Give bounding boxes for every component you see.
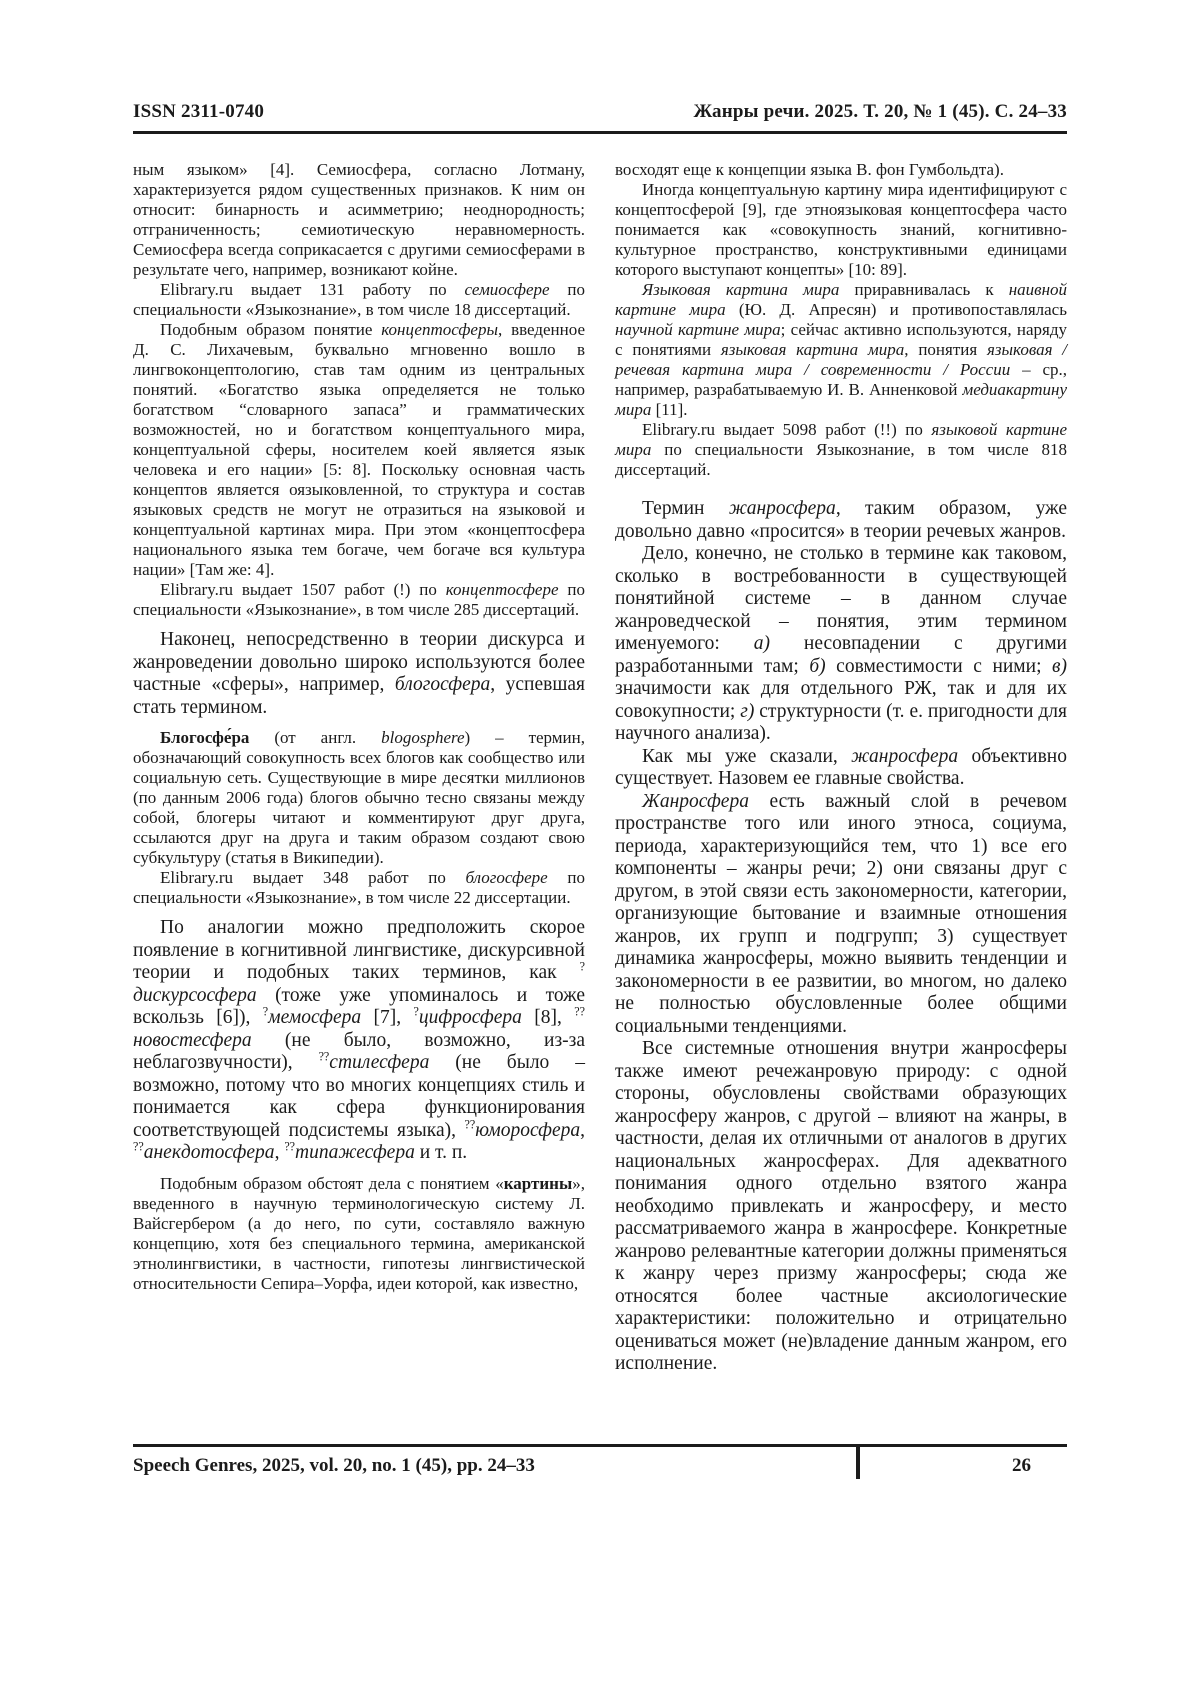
text-run: ; сейчас активно используются, наряду с понятиями [615,320,1067,359]
text-run: Термин [642,498,729,519]
text-run: дискурсосфера [133,984,257,1006]
text-run: жанросфера [851,745,959,767]
text-run: Иногда концептуальную картину мира идентифицируют с концептосферой [9], где этноязыковая концептосфера часто понимается как «совокупность знаний, когнитивно-культурное пространство, конструктивными единицами которого выступают концепты» [10: 89]. [615,180,1067,279]
text-run: объективно существует. Назовем ее главные свойства. [615,745,1067,789]
text-run: в) [1052,655,1068,677]
text-run: по специальности «Языкознание», в том числе 18 диссертаций. [133,280,585,319]
text-run: стилесфера [329,1052,430,1073]
paragraph [615,543,1067,746]
text-run: и т. п. [414,1142,468,1163]
text-run: концептосферы [381,320,498,339]
text-run: Elibrary.ru выдает 5098 работ (!!) по [642,420,932,439]
text-run: , введенное Д. С. Лихачевым, буквально мгновенно вошло в лингвоконцептологию, став там одним из центральных понятий. «Богатство языка определяется не только богатством “словарного запаса” и грамматических возможностей, но и богатством концептуального мира, концептуальной сферы, носителем коей является язык человека и его нации» [5: 8]. Поскольку основная часть концептов является оязыковленной, то структура и состав языковых средств не могут не отразиться на языковой и концептуальной картинах мира. При этом «концептосфера национального языка тем богаче, чем богаче вся культура нации» [Там же: 4]. [133,320,586,579]
text-run: ?? [133,1139,144,1154]
paragraph [615,180,1067,280]
text-run: , понятия [904,340,987,359]
text-run: значимости как для отдельного РЖ, так и для их совокупности; [615,678,1067,722]
text-run: есть важный слой в речевом пространстве того или иного этноса, социума, периода, характеризующийся тем, что 1) все его компоненты – жанры речи; 2) они связаны друг с другом, в этой связи есть закономерности, категории, организующие бытование и взаимные отношения жанров, их групп и подгрупп; 3) существует динамика жанросферы, можно выявить тенденции и закономерности в ее развитии, во многом, но далеко не полностью обусловленные более общими социальными тенденциями. [615,790,1067,1037]
text-run: приравнивалась к [839,280,1009,299]
text-run: , [580,1119,585,1141]
text-run: ? [579,959,585,974]
text-run: новостесфера [133,1029,252,1051]
text-run: картины [503,1173,573,1193]
paragraph [133,629,585,719]
text-run: блогосфере [465,868,548,887]
text-run: (тоже уже упоминалось и тоже вскользь [6]), [133,984,585,1028]
text-run: , [274,1142,285,1163]
text-run: (Ю. Д. Апресян) и противопоставлялась [725,300,1067,319]
text-run: Подобным образом понятие [160,320,382,339]
text-run: по специальности «Языкознание», в том числе 285 диссертаций. [133,580,585,619]
text-run: [7], [361,1007,414,1028]
article-body [133,160,1067,1376]
paragraph [133,580,585,620]
text-run: Elibrary.ru выдает 131 работу по [160,280,465,299]
text-run: (не было, возможно, из-за неблагозвучности), [133,1029,585,1073]
paragraph [615,420,1067,480]
text-run: blogosphere [381,728,465,747]
text-run: медиакартину мира [615,380,1067,419]
text-run: , успевшая стать термином. [133,674,585,718]
text-run: (от англ. [249,728,382,747]
footer-separator-bar [856,1444,860,1479]
text-run: Как мы уже сказали, [642,745,852,767]
text-run: концептосфере [445,580,559,599]
text-run: мемосфера [268,1007,362,1028]
paragraph [615,1038,1067,1376]
text-run: ? [262,1004,269,1019]
text-run: Подобным образом обстоят дела с понятием « [160,1173,504,1193]
text-run: типажесфера [295,1142,415,1163]
text-run: семиосфере [464,280,550,299]
paragraph [133,728,585,868]
text-run: блогосфера [394,674,491,695]
text-run: языковая / речевая картина мира / современности / России [615,340,1067,379]
paragraph [615,746,1067,791]
header-issn: ISSN 2311-0740 [133,101,265,122]
text-run: (не было – возможно, потому что во многих концепциях стиль и понимается как сфера функционирования соответствующей подсистемы языка), [133,1052,585,1141]
text-run: – ср., например, разрабатываемую И. В. Анненковой [615,360,1067,399]
footer-citation: Speech Genres, 2025, vol. 20, no. 1 (45), pp. 24–33 [133,1455,535,1476]
text-run: Языковая картина мира [642,280,840,299]
paragraph [133,320,585,580]
text-run: ? [413,1004,419,1019]
paragraph [133,917,585,1165]
text-run: Жанросфера [642,790,749,812]
text-run: языковой картине мира [615,420,1067,459]
text-run: языковая картина мира [720,340,905,359]
text-run: ным языком» [4]. Семиосфера, согласно Лотману, характеризуется рядом существенных признаков. К ним он относит: бинарность и асимметрию; неоднородность; отграниченность; семиотическую неравномерность. Семиосфера всегда соприкасается с другими семиосферами в результате чего, например, возникают койне. [133,160,585,279]
text-run: », введенного в научную терминологическую систему Л. Вайсгербером (а до него, по сути, составляло важную концепцию, хотя без специального термина, американской этнолингвистики, в частности, гипотезы лингвистической относительности Сепира–Уорфа, идеи которой, как известно, [133,1173,585,1293]
paragraph [615,791,1067,1039]
text-run: ?? [284,1139,296,1154]
header-citation: Жанры речи. 2025. Т. 20, № 1 (45). С. 24–33 [693,101,1067,122]
paragraph [133,1174,585,1294]
text-run: , таким образом, уже довольно давно «просится» в теории речевых жанров. [615,498,1067,542]
page-footer [133,1455,1067,1485]
text-run: цифросфера [418,1007,522,1028]
text-run: По аналогии можно предположить скорое появление в когнитивной лингвистике, дискурсивной теории и подобных таких терминов, как [133,917,585,983]
text-run: анекдотосфера [143,1142,275,1163]
paragraph [615,160,1067,180]
paragraph [133,868,585,908]
paragraph [615,280,1067,420]
text-run: Наконец, непосредственно в теории дискурса и жанроведении довольно широко используются более частные «сферы», например, [133,629,585,695]
text-run: Дело, конечно, не столько в термине как таковом, сколько в востребованности в существующей понятийной системе – в данном случае жанроведческой – понятия, этим термином именуемого: [615,543,1067,654]
paragraph [133,160,585,280]
text-run: Elibrary.ru выдает 1507 работ (!) по [160,580,446,599]
text-run: б) [809,655,826,677]
text-run: ) – термин, обозначающий совокупность всех блогов как сообщество или социальную сеть. Существующие в мире десятки миллионов (по данным 2006 года) блогов обычно тесно связаны между собой, блогеры читают и комментируют друг друга, ссылаются друг на друга и таким образом создают свою субкультуру (статья в Википедии). [133,728,585,867]
text-run: научной картине мира [615,320,781,339]
paragraph [615,498,1067,543]
text-run: по специальности «Языкознание», в том числе 22 диссертации. [133,868,585,907]
text-run: юморосфера [475,1119,581,1141]
text-run: ?? [574,1004,585,1019]
text-run: наивной картине мира [615,280,1067,319]
text-run: структурности (т. е. пригодности для научного анализа). [615,700,1067,744]
text-run: восходят еще к концепции языка В. фон Гумбольдта). [615,160,1004,179]
paragraph [133,280,585,320]
column-left [133,160,585,1376]
text-run: по специальности Языкознание, в том числе 818 диссертаций. [615,440,1067,479]
text-run: Блогосфе́ра [160,728,250,747]
text-run: г) [740,700,755,722]
footer-rule [133,1444,1067,1447]
text-run: ?? [318,1049,330,1064]
page-header [133,101,1067,123]
text-run: Elibrary.ru выдает 348 работ по [160,868,466,887]
text-run: несовпадении с другими разработанными там; [615,633,1067,677]
text-run: [11]. [651,400,688,419]
column-right [615,160,1067,1376]
text-run: Все системные отношения внутри жанросферы также имеют речежанровую природу: с одной стороны, обусловлены свойствами образующих жанросферу жанров, с другой – влияют на жанры, в частности, делая их отличными от аналогов в других национальных жанросферах. Для адекватного понимания одного отдельно взятого жанра необходимо привлекать и жанросферу, и место рассматриваемого жанра в жанросфере. Конкретные жанрово релевантные категории должны применяться к жанру через призму жанросферы; сюда же относятся более частные аксиологические характеристики: положительно и отрицательно оцениваться может (не)владение данным жанром, его исполнение. [615,1038,1067,1374]
text-run: жанросфера [728,498,836,519]
header-rule [133,131,1067,134]
text-run: а) [753,633,770,654]
page-number: 26 [1012,1455,1031,1476]
text-run: совместимости с ними; [825,655,1053,677]
text-run: ?? [464,1117,476,1131]
text-run: [8], [521,1007,575,1028]
